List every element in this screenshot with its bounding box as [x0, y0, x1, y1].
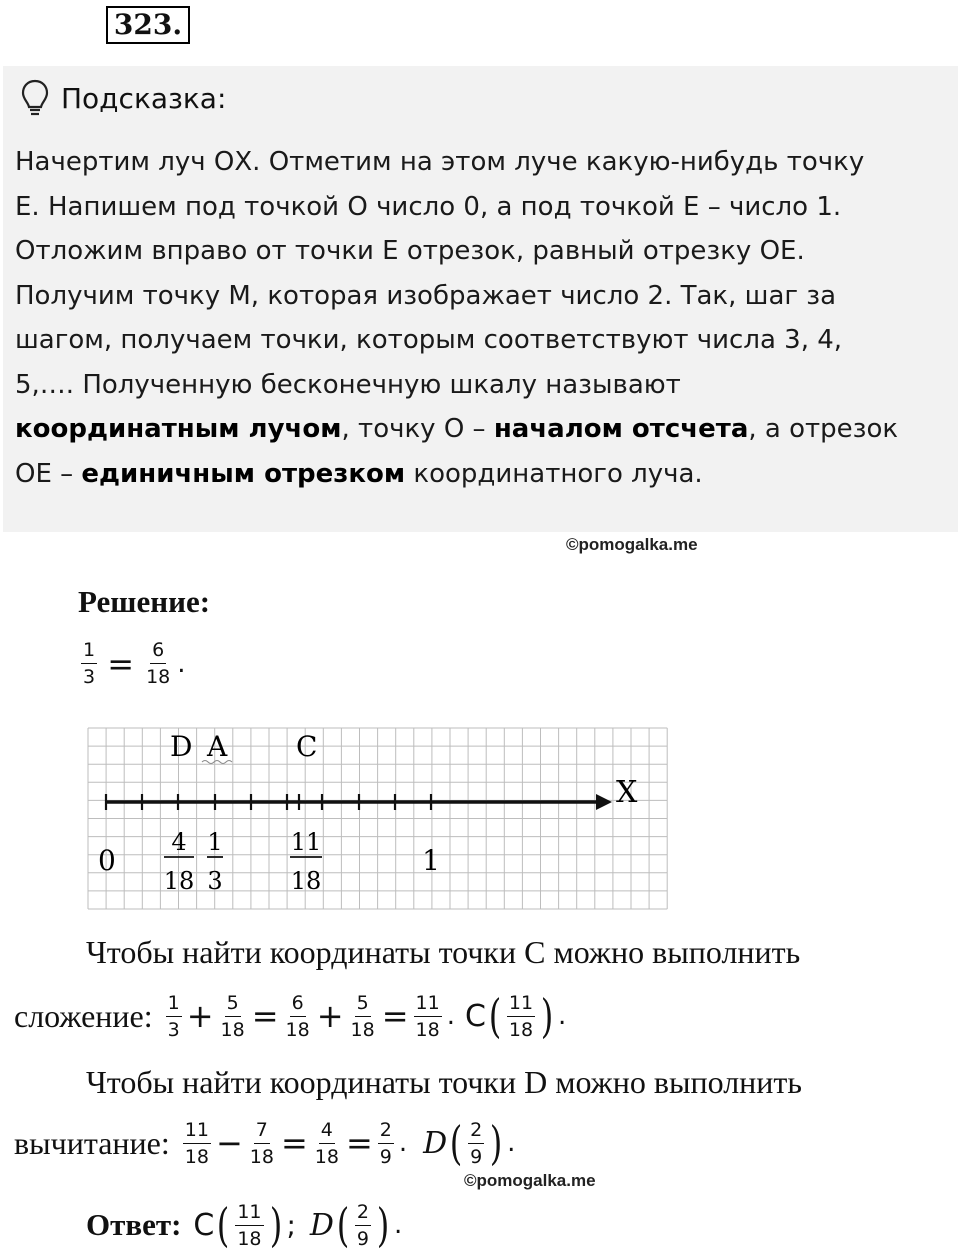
denominator: 18: [249, 1145, 274, 1168]
fraction: [349, 991, 377, 1042]
equals-sign: =: [280, 1124, 308, 1162]
equals-sign: =: [107, 644, 134, 683]
answer-row: [86, 1194, 404, 1256]
hint-text-segment: Е. Напишем под точкой О число 0, а под точкой Е – число 1.: [15, 191, 842, 222]
left-paren: (: [217, 1198, 230, 1252]
hint-text-segment: 5,…. Полученную бесконечную шкалу называют: [15, 369, 681, 400]
label-zero: 0: [98, 844, 116, 877]
denominator: 9: [470, 1145, 483, 1168]
hint-panel: [3, 66, 958, 532]
hint-term: единичным отрезком: [81, 458, 406, 489]
hint-text-segment: Получим точку М, которая изображает число 2. Так, шаг за: [15, 280, 837, 311]
denominator: 18: [350, 1018, 375, 1041]
solution-title: Решение:: [78, 584, 211, 619]
hint-text-segment: Начертим луч ОХ. Отметим на этом луче какую-нибудь точку: [15, 147, 865, 177]
hint-text-segment: координатного луча.: [405, 458, 703, 489]
numerator: 2: [468, 1118, 484, 1144]
fraction: [507, 991, 535, 1042]
hint-title: Подсказка:: [61, 81, 227, 115]
fraction: [355, 1200, 371, 1251]
paragraph-c-line1: Чтобы найти координаты точки С можно выполнить: [86, 934, 801, 970]
hint-line: [15, 229, 945, 274]
hint-text-segment: , точку О –: [341, 414, 494, 444]
numerator: 11: [414, 991, 442, 1017]
right-paren: ): [489, 1116, 503, 1170]
hint-line: [15, 274, 945, 319]
label-four-denominator: 18: [163, 867, 195, 895]
period: .: [393, 1210, 403, 1240]
numerator: 2: [355, 1200, 371, 1226]
right-paren: ): [540, 989, 554, 1043]
hint-text-segment: Отложим вправо от точки Е отрезок, равный отрезку ОЕ.: [15, 236, 805, 266]
fraction: [468, 1118, 484, 1169]
fraction: [235, 1200, 263, 1251]
point-label-d: D: [170, 730, 193, 763]
label-third-numerator: 1: [207, 828, 223, 856]
hint-line: [15, 185, 945, 230]
left-paren: (: [449, 1116, 463, 1170]
fraction: [313, 1118, 341, 1169]
denominator: 18: [314, 1145, 339, 1168]
fraction: [166, 991, 182, 1042]
equation-one-third: [78, 638, 188, 689]
fraction: [378, 1118, 394, 1169]
hint-text-segment: шагом, получаем точки, которым соответствуют числа 3, 4,: [15, 325, 843, 355]
difference-row: [14, 1112, 517, 1174]
hint-text: [15, 140, 945, 496]
minus-sign: −: [215, 1124, 243, 1162]
label-four-numerator: 4: [171, 828, 187, 856]
denominator: 18: [508, 1018, 534, 1041]
right-paren: ): [376, 1198, 390, 1252]
equals-sign: =: [251, 997, 279, 1035]
semicolon: ;: [286, 1208, 296, 1242]
sum-row: [14, 986, 568, 1046]
numerator: 11: [235, 1200, 263, 1226]
left-paren: (: [336, 1198, 350, 1252]
denominator: 18: [285, 1018, 310, 1041]
period: .: [446, 1001, 455, 1031]
answer-point-d: D: [309, 1207, 334, 1243]
numerator: 11: [183, 1118, 211, 1144]
period: .: [507, 1128, 516, 1158]
period: .: [398, 1128, 408, 1158]
fraction: [81, 638, 97, 689]
label-eleven-numerator: 11: [290, 828, 322, 856]
period: .: [558, 1001, 567, 1031]
label-third-denominator: 3: [207, 867, 223, 895]
numerator: 2: [378, 1118, 394, 1144]
fraction: [144, 638, 172, 689]
denominator: 18: [220, 1018, 245, 1041]
lightbulb-icon: [21, 79, 49, 117]
denominator: 9: [379, 1145, 392, 1168]
plus-sign: +: [186, 997, 214, 1035]
hint-text-segment: , а отрезок: [748, 414, 899, 444]
point-c-label: С: [464, 998, 486, 1034]
hint-line: [15, 407, 945, 452]
equals-sign: =: [345, 1124, 373, 1162]
answer-point-c: С: [193, 1207, 215, 1243]
label-one: 1: [422, 844, 440, 877]
plus-sign: +: [316, 997, 344, 1035]
numerator: 11: [507, 991, 535, 1017]
label-eleven-denominator: 18: [290, 867, 322, 895]
axis-arrow: [596, 794, 612, 810]
point-label-a: A: [207, 730, 228, 763]
numerator: 6: [150, 638, 166, 664]
answer-label: Ответ:: [86, 1207, 182, 1242]
fraction: [183, 1118, 211, 1169]
hint-header: [21, 78, 226, 118]
hint-line: [15, 318, 945, 363]
denominator: 18: [184, 1145, 209, 1168]
number-line-svg: [84, 726, 684, 916]
hint-text-segment: ОЕ –: [15, 458, 82, 489]
denominator: 18: [146, 666, 171, 688]
number-line-figure: [84, 726, 684, 920]
word-subtraction: вычитание:: [14, 1124, 170, 1161]
paragraph-d-line1: Чтобы найти координаты точки D можно выполнить: [86, 1064, 802, 1100]
word-addition: сложение:: [14, 997, 153, 1034]
denominator: 3: [167, 1018, 180, 1041]
hint-term: началом отсчета: [493, 414, 749, 444]
task-number: 323.: [106, 6, 190, 44]
period: .: [177, 648, 186, 679]
point-label-c: C: [296, 730, 318, 763]
numerator: 6: [290, 991, 306, 1017]
axis-label-x: X: [616, 775, 638, 810]
denominator: 18: [415, 1018, 440, 1041]
numerator: 7: [254, 1118, 270, 1144]
hint-term: координатным лучом: [15, 414, 342, 444]
left-paren: (: [488, 989, 502, 1043]
hint-line: [15, 140, 945, 185]
numerator: 1: [166, 991, 182, 1017]
fraction: [414, 991, 442, 1042]
point-d-label: D: [423, 1125, 448, 1161]
right-paren: ): [269, 1198, 282, 1252]
numerator: 1: [81, 638, 97, 664]
numerator: 5: [355, 991, 371, 1017]
denominator: 18: [237, 1227, 262, 1250]
watermark: ©pomogalka.me: [566, 535, 698, 554]
watermark: ©pomogalka.me: [464, 1171, 596, 1190]
fraction: [284, 991, 312, 1042]
numerator: 4: [319, 1118, 335, 1144]
equals-sign: =: [381, 997, 409, 1035]
denominator: 3: [83, 666, 96, 688]
hint-line: [15, 452, 945, 497]
fraction: [219, 991, 247, 1042]
numerator: 5: [225, 991, 241, 1017]
hint-line: [15, 363, 945, 408]
fraction: [248, 1118, 276, 1169]
denominator: 9: [356, 1227, 369, 1250]
